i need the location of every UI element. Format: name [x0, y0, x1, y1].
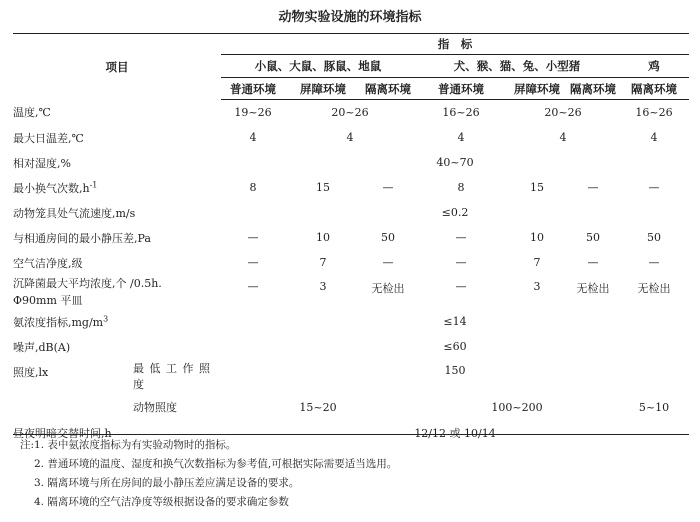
environment-table: [13, 33, 689, 445]
cell: —: [455, 256, 467, 269]
header-row-1: [13, 34, 689, 55]
note-4: 4. 隔离环境的空气洁净度等级根据设备的要求确定参数: [34, 496, 289, 508]
cell: 3: [533, 280, 541, 293]
row-temp-diff: [13, 125, 689, 150]
cell: 50: [647, 231, 662, 244]
table-bottom-rule: [13, 434, 689, 435]
cell: 20~26: [331, 106, 369, 119]
note-3: 3. 隔离环境与所在房间的最小静压差应满足设备的要求。: [34, 477, 300, 489]
env-header: 隔离环境: [619, 78, 689, 100]
env-header: 屏障环境: [285, 78, 361, 100]
cell: 16~26: [442, 106, 480, 119]
cell: —: [648, 181, 660, 194]
note-1: 注:1. 表中氨浓度指标为有实验动物时的指标。: [20, 439, 237, 451]
row-label: 沉降菌最大平均浓度,个 /0.5h. Φ90mm 平皿: [13, 277, 162, 307]
cell: 无检出: [371, 282, 405, 295]
cell: —: [247, 280, 259, 293]
cell: 19~26: [234, 106, 272, 119]
cell: —: [455, 280, 467, 293]
row-humidity: [13, 150, 689, 175]
cell: 3: [319, 280, 327, 293]
row-air-changes: [13, 175, 689, 200]
row-label: 与相通房间的最小静压差,Pa: [13, 231, 151, 245]
cell: ≤0.2: [441, 206, 469, 219]
row-cleanliness: [13, 250, 689, 275]
group-rodents: 小鼠、大鼠、豚鼠、地鼠: [221, 55, 415, 78]
row-ammonia: [13, 309, 689, 334]
row-label: 温度,℃: [13, 106, 51, 120]
cell: 7: [319, 256, 327, 269]
header-item: 项目: [13, 34, 221, 100]
cell: 16~26: [635, 106, 673, 119]
row-label: 昼夜明暗交替时间,h: [13, 426, 112, 440]
cell: 12/12 或 10/14: [414, 426, 496, 440]
cell: 4: [650, 131, 658, 144]
cell: 150: [444, 364, 466, 377]
table-title: 动物实验设施的环境指标: [278, 10, 422, 25]
cell: —: [587, 181, 599, 194]
cell: 15: [530, 181, 544, 194]
row-label: 最小换气次数$,h^{-1}$: [13, 179, 98, 195]
cell: 8: [249, 181, 257, 194]
cell: ≤14: [443, 315, 467, 328]
env-header: 隔离环境: [361, 78, 415, 100]
sub-label: 动物照度: [133, 400, 177, 414]
cell: —: [382, 181, 394, 194]
row-airflow: [13, 200, 689, 225]
cell: —: [587, 256, 599, 269]
env-header: 普通环境: [415, 78, 507, 100]
cell: 4: [457, 131, 465, 144]
cell: 10: [530, 231, 544, 244]
row-label: 动物笼具处气流速度,m/s: [13, 206, 136, 220]
group-chicken: 鸡: [619, 55, 689, 78]
row-bacteria: [13, 275, 689, 309]
cell: 4: [559, 131, 567, 144]
sub-label: 最 低 工 作 照 度: [133, 362, 211, 391]
cell: 40~70: [436, 156, 474, 169]
footnotes: [20, 436, 690, 512]
cell: 5~10: [638, 401, 670, 414]
group-large-animals: 犬、猴、猫、兔、小型猪: [415, 55, 619, 78]
env-header: 隔离环境: [567, 78, 619, 100]
row-label: 相对湿度,%: [13, 156, 71, 170]
cell: 15: [316, 181, 330, 194]
cell: 20~26: [544, 106, 582, 119]
cell: 15~20: [299, 401, 337, 414]
row-noise: [13, 334, 689, 359]
cell: 无检出: [576, 282, 610, 295]
note-2: 2. 普通环境的温度、湿度和换气次数指标为参考值,可根据实际需要适当选用。: [34, 458, 398, 470]
cell: —: [648, 256, 660, 269]
cell: 50: [381, 231, 395, 244]
cell: 10: [316, 231, 330, 244]
cell: 50: [586, 231, 600, 244]
cell: 4: [249, 131, 257, 144]
cell: 8: [457, 181, 465, 194]
row-label: 照度,lx: [13, 366, 49, 379]
row-label: 空气洁净度,级: [13, 256, 83, 270]
env-header: 普通环境: [221, 78, 285, 100]
row-pressure: [13, 225, 689, 250]
row-label: 噪声,dB(A): [13, 340, 71, 354]
cell: —: [247, 256, 259, 269]
cell: 无检出: [637, 282, 671, 295]
row-temperature: [13, 100, 689, 126]
cell: —: [247, 231, 259, 244]
cell: ≤60: [443, 340, 467, 353]
cell: —: [382, 256, 394, 269]
cell: 4: [346, 131, 354, 144]
cell: 7: [533, 256, 541, 269]
row-label: 最大日温差,℃: [13, 131, 84, 145]
row-label: 氨浓度指标$,mg/m^3$: [13, 313, 109, 329]
row-lighting-work: [13, 359, 689, 395]
cell: —: [455, 231, 467, 244]
env-header: 屏障环境: [507, 78, 567, 100]
cell: 100~200: [491, 401, 543, 414]
header-indicator: 指 标: [221, 34, 689, 55]
